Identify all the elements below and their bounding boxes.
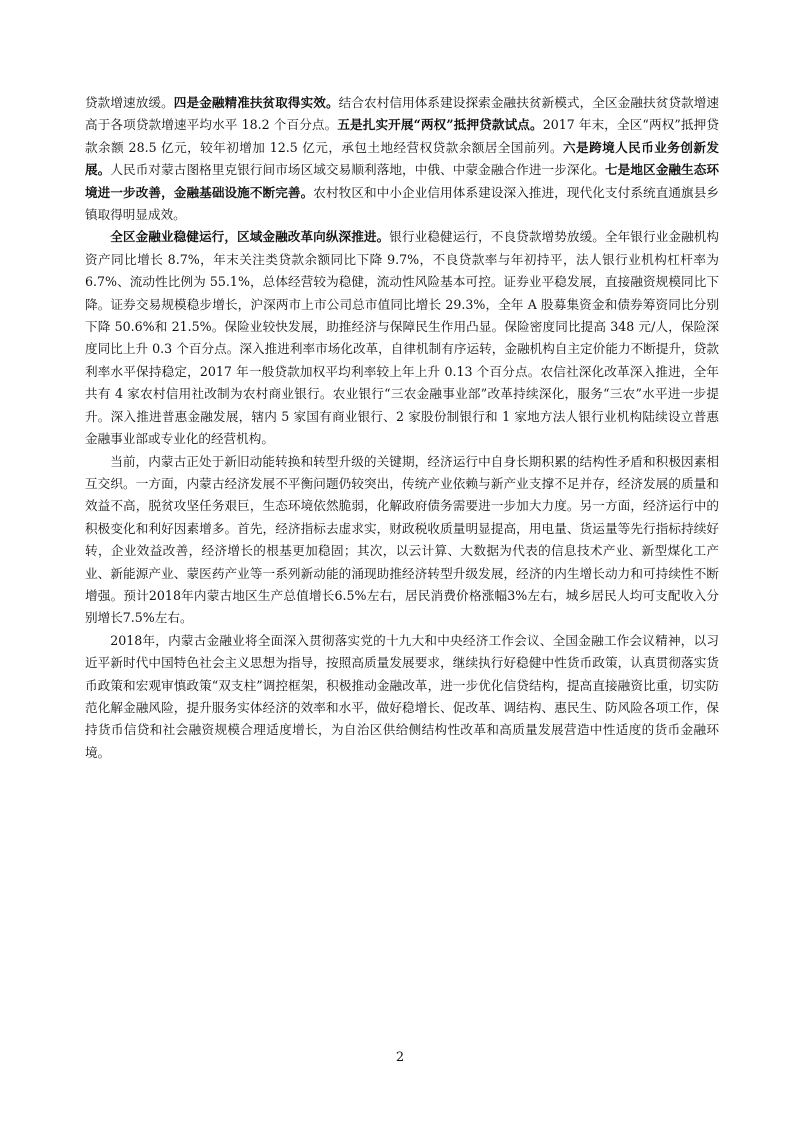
text-run: 农村牧区和中小企业信用体系建设深入推进，现代化支付系统直通旗县乡镇取得明显成效。 [85,184,720,223]
bold-run: 七是地区金融生态环境进一步改善，金融基础设施不断完善。 [85,162,720,200]
body-text [85,92,719,764]
bold-run: 四是金融精准扶贫取得实效。 [173,95,339,110]
bold-run: 五是扎实开展“两权”抵押贷款试点。 [337,117,543,133]
paragraph [85,630,719,764]
text-run: 2017 年末，全区“两权”抵押贷款余额 28.5 亿元，较年初增加 12.5 亿元，承包土地经营权贷款余额居全国前列。 [85,117,719,155]
text-run: 贷款增速放缓。 [85,95,174,110]
bold-run: 全区金融业稳健运行，区域金融改革向纵深推进。 [110,229,390,245]
paragraph [85,226,719,450]
paragraph [85,92,719,226]
text-run: 2018年，内蒙古金融业将全面深入贯彻落实党的十九大和中央经济工作会议、全国金融工作会议精神，以习近平新时代中国特色社会主义思想为指导，按照高质量发展要求，继续执行好稳健中性货币政策，认真贯彻落实货币政策和宏观审慎政策“双支柱”调控框架，积极推动金融改革，进一步优化信贷结构，提高直接融资比重，切实防范化解金融风险，提升服务实体经济的效率和水平，做好稳增长、促改革、调结构、惠民生、防风险各项工作，保持货币信贷和社会融资规模合理适度增长，为自治区供给侧结构性改革和高质量发展营造中性适度的货币金融环境。 [85,632,719,760]
text-run: 人民币对蒙古图格里克银行间市场区域交易顺利落地，中俄、中蒙金融合作进一步深化。 [110,162,605,178]
text-run: 当前，内蒙古正处于新旧动能转换和转型升级的关键期，经济运行中自身长期积累的结构性矛盾和积极因素相互交织。一方面，内蒙古经济发展不平衡问题仍较突出，传统产业依赖与新产业支撑不足并存，经济发展的质量和效益不高，脱贫攻坚任务艰巨，生态环境依然脆弱，化解政府债务需要进一步加大力度。另一方面，经济运行中的积极变化和利好因素增多。首先，经济指标去虚求实，财政税收质量明显提高，用电量、货运量等先行指标持续好转，企业效益改善，经济增长的根基更加稳固；其次，以云计算、大数据为代表的信息技术产业、新型煤化工产业、新能源产业、蒙医药产业等一系列新动能的涌现助推经济转型升级发展，经济的内生增长动力和可持续性不断增强。预计2018年内蒙古地区生产总值增长6.5%左右，居民消费价格涨幅3%左右，城乡居民人均可支配收入分别增长7.5%左右。 [85,453,719,626]
page-number: 2 [395,1050,405,1065]
text-run: 银行业稳健运行，不良贷款增势放缓。全年银行业金融机构资产同比增长 8.7%，年末关注类贷款余额同比下降 9.7%，不良贷款率与年初持平，法人银行业机构杠杆率为 6.7%、流动性比例为 55.1%，总体经营较为稳健，流动性风险基本可控。证券业平稳发展，直接融资规模同比下降。证券交易规模稳步增长，沪深两市上市公司总市值同比增长 29.3%，全年 A 股募集资金和债券筹资同比分别下降 50.6%和 21.5%。保险业较快发展，助推经济与保障民生作用凸显。保险密度同比提高 348 元/人，保险深度同比上升 0.3 个百分点。深入推进利率市场化改革，自律机制有序运转，金融机构自主定价能力不断提升，贷款利率水平保持稳定，2017 年一般贷款加权平均利率较上年上升 0.13 个百分点。农信社深化改革深入推进，全年共有 4 家农村信用社改制为农村商业银行。农业银行“三农金融事业部”改革持续深化，服务“三农”水平进一步提升。深入推进普惠金融发展，辖内 5 家国有商业银行、2 家股份制银行和 1 家地方法人银行业机构陆续设立普惠金融事业部或专业化的经营机构。 [85,229,720,447]
text-run: 结合农村信用体系建设探索金融扶贫新模式，全区金融扶贫贷款增速高于各项贷款增速平均水平 18.2 个百分点。 [85,95,720,133]
bold-run: 六是跨境人民币业务创新发展。 [85,139,719,178]
paragraph [85,451,719,630]
